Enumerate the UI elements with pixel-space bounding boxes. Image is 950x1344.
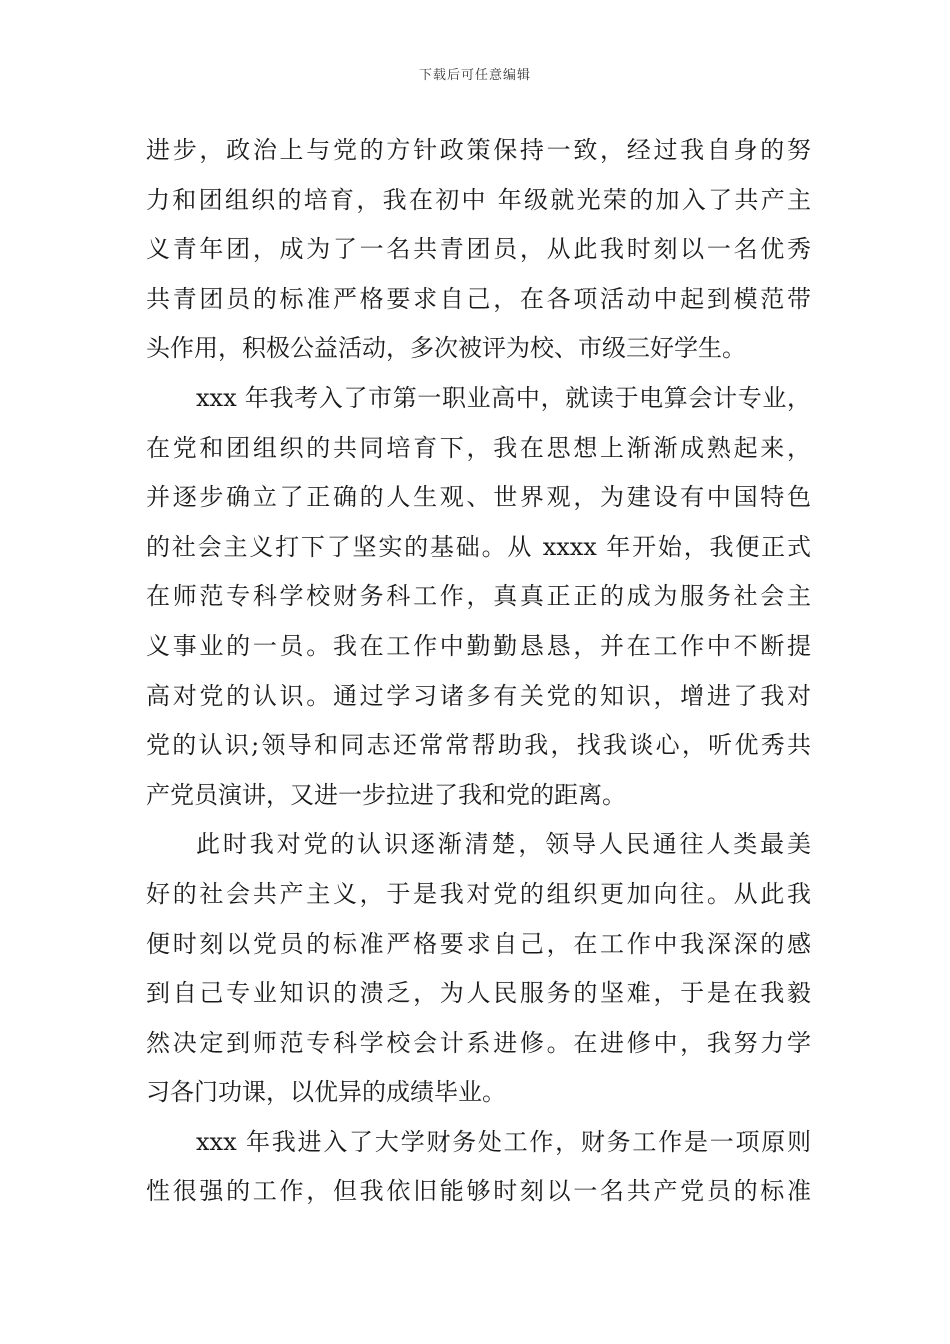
text-line: 然决定到师范专科学校会计系进修。在进修中，我努力学 [146, 1028, 811, 1057]
text-line: 便时刻以党员的标准严格要求自己，在工作中我深深的感 [146, 929, 811, 958]
text-line: 在党和团组织的共同培育下，我在思想上渐渐成熟起来， [146, 433, 811, 462]
text-line: 性很强的工作，但我依旧能够时刻以一名共产党员的标准 [146, 1177, 811, 1206]
text-line: 的社会主义打下了坚实的基础。从 xxxx 年开始，我便正式 [146, 532, 811, 561]
paragraph-first-line: xxx 年我考入了市第一职业高中，就读于电算会计专业， [196, 383, 811, 412]
text-line: 高对党的认识。通过学习诸多有关党的知识，增进了我对 [146, 681, 811, 710]
text-line: 产党员演讲，又进一步拉进了我和党的距离。 [146, 780, 626, 809]
text-line: 党的认识;领导和同志还常常帮助我，找我谈心，听优秀共 [146, 731, 811, 760]
text-line: 好的社会共产主义，于是我对党的组织更加向往。从此我 [146, 879, 811, 908]
paragraph-first-line: xxx 年我进入了大学财务处工作，财务工作是一项原则 [196, 1127, 811, 1156]
paragraph-first-line: 此时我对党的认识逐渐清楚，领导人民通往人类最美 [196, 830, 811, 859]
text-line: 义青年团，成为了一名共青团员，从此我时刻以一名优秀 [146, 235, 811, 264]
text-line: 共青团员的标准严格要求自己，在各项活动中起到模范带 [146, 284, 811, 313]
text-line: 义事业的一员。我在工作中勤勤恳恳，并在工作中不断提 [146, 631, 811, 660]
document-body [146, 126, 811, 1217]
text-line: 习各门功课，以优异的成绩毕业。 [146, 1078, 506, 1107]
text-line: 在师范专科学校财务科工作，真真正正的成为服务社会主 [146, 582, 811, 611]
page-header: 下载后可任意编辑 [418, 68, 531, 83]
text-line: 头作用，积极公益活动，多次被评为校、市级三好学生。 [146, 334, 746, 363]
text-line: 力和团组织的培育，我在初中 年级就光荣的加入了共产主 [146, 185, 811, 214]
text-line: 到自己专业知识的溃乏，为人民服务的坚难，于是在我毅 [146, 979, 811, 1008]
text-line: 并逐步确立了正确的人生观、世界观，为建设有中国特色 [146, 483, 811, 512]
text-line: 进步，政治上与党的方针政策保持一致，经过我自身的努 [146, 136, 811, 164]
